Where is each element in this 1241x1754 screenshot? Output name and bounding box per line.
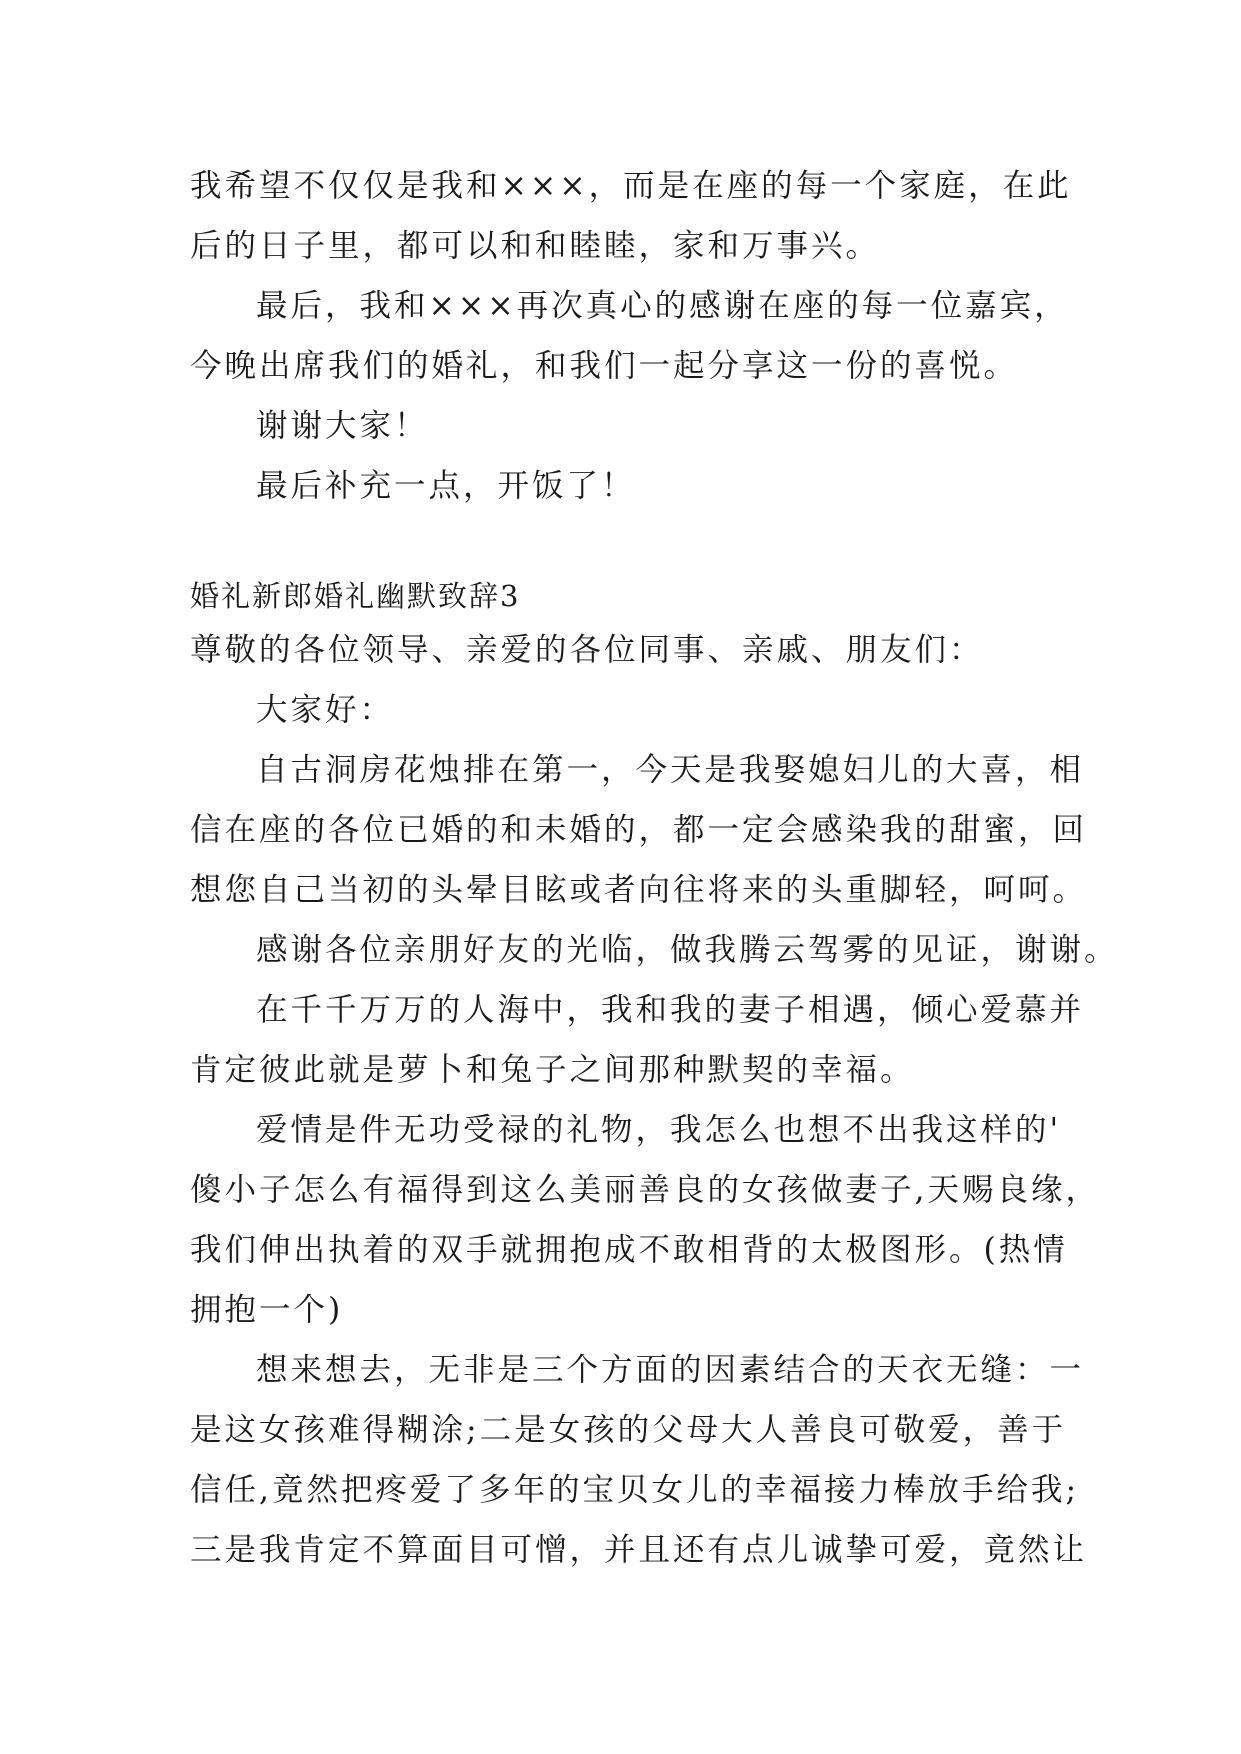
- section-heading: 婚礼新郎婚礼幽默致辞3: [190, 579, 521, 613]
- paragraph-line: 今晚出席我们的婚礼，和我们一起分享这一份的喜悦。: [190, 348, 1019, 384]
- paragraph-line: 感谢各位亲朋好友的光临，做我腾云驾雾的见证，谢谢。: [256, 932, 1119, 968]
- paragraph-line: 谢谢大家！: [256, 408, 429, 444]
- paragraph-line: 是这女孩难得糊涂;二是女孩的父母大人善良可敬爱，善于: [190, 1412, 1067, 1448]
- paragraph-line: 拥抱一个): [190, 1292, 344, 1328]
- paragraph-line: 爱情是件无功受禄的礼物，我怎么也想不出我这样的': [256, 1112, 1062, 1148]
- paragraph-line: 在千千万万的人海中，我和我的妻子相遇，倾心爱慕并: [256, 992, 1085, 1028]
- paragraph-line: 信任,竟然把疼爱了多年的宝贝女儿的幸福接力棒放手给我;: [190, 1472, 1080, 1508]
- paragraph-line: 想您自己当初的头晕目眩或者向往将来的头重脚轻，呵呵。: [190, 872, 1088, 908]
- paragraph-line: 最后补充一点，开饭了！: [256, 468, 636, 504]
- paragraph-line: 我希望不仅仅是我和×××，而是在座的每一个家庭，在此: [190, 168, 1072, 204]
- paragraph-line: 肯定彼此就是萝卜和兔子之间那种默契的幸福。: [190, 1052, 915, 1088]
- paragraph-line: 最后，我和×××再次真心的感谢在座的每一位嘉宾，: [256, 288, 1069, 324]
- paragraph-line: 傻小子怎么有福得到这么美丽善良的女孩做妻子,天赐良缘，: [190, 1172, 1101, 1208]
- paragraph-line: 我们伸出执着的双手就拥抱成不敢相背的太极图形。(热情: [190, 1232, 1068, 1268]
- paragraph-line: 信在座的各位已婚的和未婚的，都一定会感染我的甜蜜，回: [190, 812, 1088, 848]
- greeting-line: 大家好：: [256, 692, 395, 728]
- paragraph-line: 三是我肯定不算面目可憎，并且还有点儿诚挚可爱，竟然让: [190, 1532, 1088, 1568]
- salutation-line: 尊敬的各位领导、亲爱的各位同事、亲戚、朋友们：: [190, 632, 984, 668]
- paragraph-line: 后的日子里，都可以和和睦睦，家和万事兴。: [190, 228, 881, 264]
- paragraph-line: 想来想去，无非是三个方面的因素结合的天衣无缝：一: [256, 1352, 1085, 1388]
- paragraph-line: 自古洞房花烛排在第一，今天是我娶媳妇儿的大喜，相: [256, 752, 1085, 788]
